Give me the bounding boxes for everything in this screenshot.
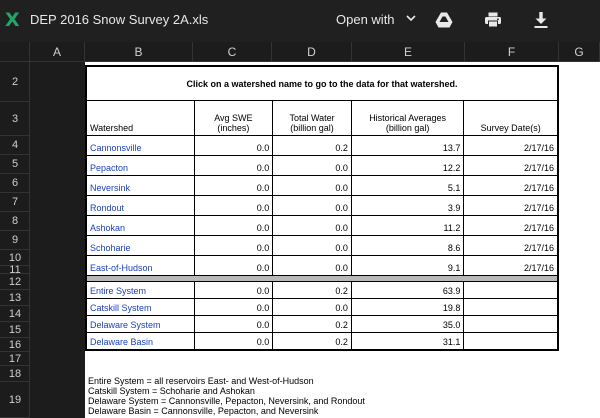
historical-average-cell: 12.2 (352, 156, 465, 175)
viewer-toolbar (0, 0, 600, 42)
avg-swe-cell: 0.0 (195, 282, 274, 298)
survey-date-cell (464, 316, 557, 332)
column-a-area (30, 62, 85, 418)
watershed-link-ashokan[interactable]: Ashokan (87, 216, 195, 235)
table-row (87, 236, 557, 256)
avg-swe-cell: 0.0 (195, 299, 274, 315)
total-water-cell: 0.0 (273, 256, 352, 275)
row-header-strip (0, 62, 30, 418)
avg-swe-cell: 0.0 (195, 176, 274, 195)
table-header-row (87, 101, 557, 136)
row-header[interactable]: 16 (0, 338, 30, 352)
historical-average-cell: 19.8 (352, 299, 465, 315)
row-header[interactable]: 19 (0, 382, 30, 418)
open-with-label: Open with (336, 12, 395, 27)
row-header[interactable]: 15 (0, 322, 30, 338)
system-link-entire-system[interactable]: Entire System (87, 282, 195, 298)
total-water-cell: 0.0 (273, 216, 352, 235)
row-header[interactable]: 2 (0, 62, 30, 102)
row-header[interactable]: 8 (0, 212, 30, 231)
footnote: Delaware Basin = Cannonsville, Pepacton, and Neversink (88, 406, 319, 416)
survey-date-cell (464, 282, 557, 298)
total-water-cell: 0.0 (273, 176, 352, 195)
select-all-corner[interactable] (0, 42, 30, 62)
system-link-delaware-basin[interactable]: Delaware Basin (87, 333, 195, 349)
footnote: Catskill System = Schoharie and Ashokan (88, 386, 255, 396)
row-header[interactable]: 3 (0, 102, 30, 136)
sheet-content (85, 62, 600, 418)
avg-swe-cell: 0.0 (195, 196, 274, 215)
total-water-cell: 0.2 (273, 136, 352, 155)
system-link-delaware-system[interactable]: Delaware System (87, 316, 195, 332)
table-row (87, 196, 557, 216)
total-water-cell: 0.2 (273, 316, 352, 332)
snow-survey-table (85, 65, 559, 351)
watershed-link-east-of-hudson[interactable]: East-of-Hudson (87, 256, 195, 275)
total-water-cell: 0.2 (273, 282, 352, 298)
row-header[interactable]: 12 (0, 274, 30, 290)
survey-date-cell: 2/17/16 (523, 183, 554, 193)
column-header-c[interactable]: C (193, 42, 272, 62)
avg-swe-cell: 0.0 (195, 256, 274, 275)
column-header-g[interactable]: G (559, 42, 600, 62)
row-header[interactable]: 13 (0, 290, 30, 306)
historical-average-cell: 5.1 (352, 176, 465, 195)
survey-date-cell: 2/17/16 (523, 223, 554, 233)
download-icon[interactable] (532, 11, 550, 29)
total-water-cell: 0.2 (273, 333, 352, 349)
watershed-link-pepacton[interactable]: Pepacton (87, 156, 195, 175)
watershed-link-cannonsville[interactable]: Cannonsville (87, 136, 195, 155)
avg-swe-cell: 0.0 (195, 333, 274, 349)
table-row (87, 316, 557, 333)
row-header[interactable]: 9 (0, 231, 30, 250)
total-water-cell: 0.0 (273, 299, 352, 315)
file-title: DEP 2016 Snow Survey 2A.xls (30, 12, 209, 27)
table-row (87, 136, 557, 156)
column-header-f[interactable]: F (465, 42, 559, 62)
avg-swe-cell: 0.0 (195, 156, 274, 175)
row-header[interactable]: 11 (0, 266, 30, 274)
historical-average-cell: 8.6 (352, 236, 465, 255)
avg-swe-cell: 0.0 (195, 216, 274, 235)
row-header[interactable]: 4 (0, 136, 30, 155)
historical-average-cell: 9.1 (352, 256, 465, 275)
print-icon[interactable] (484, 11, 502, 29)
watershed-link-schoharie[interactable]: Schoharie (87, 236, 195, 255)
historical-average-cell: 35.0 (352, 316, 465, 332)
header-historical-averages: Historical Averages (billion gal) (352, 101, 465, 135)
table-row (87, 176, 557, 196)
header-survey-dates: Survey Date(s) (480, 123, 541, 133)
table-row (87, 333, 557, 349)
excel-icon: X (5, 9, 20, 31)
watershed-link-neversink[interactable]: Neversink (87, 176, 195, 195)
table-title: Click on a watershed name to go to the data for that watershed. (186, 78, 458, 89)
column-header-d[interactable]: D (272, 42, 352, 62)
row-header[interactable]: 10 (0, 250, 30, 266)
header-watershed: Watershed (87, 101, 195, 135)
column-header-e[interactable]: E (352, 42, 465, 62)
historical-average-cell: 31.1 (352, 333, 465, 349)
total-water-cell: 0.0 (273, 236, 352, 255)
survey-date-cell: 2/17/16 (523, 263, 554, 273)
table-title-row (87, 67, 557, 101)
footnotes (88, 376, 365, 416)
total-water-cell: 0.0 (273, 196, 352, 215)
historical-average-cell: 13.7 (352, 136, 465, 155)
historical-average-cell: 63.9 (352, 282, 465, 298)
column-header-a[interactable]: A (30, 42, 85, 62)
row-header[interactable]: 7 (0, 193, 30, 212)
total-water-cell: 0.0 (273, 156, 352, 175)
table-row (87, 299, 557, 316)
footnote: Entire System = all reservoirs East- and West-of-Hudson (88, 376, 314, 386)
chevron-down-icon (406, 13, 416, 23)
table-row (87, 282, 557, 299)
row-header[interactable]: 17 (0, 352, 30, 366)
survey-date-cell (464, 299, 557, 315)
table-row (87, 216, 557, 236)
survey-date-cell (464, 333, 557, 349)
google-drive-icon[interactable] (435, 11, 453, 29)
footnote: Delaware System = Cannonsville, Pepacton, Neversink, and Rondout (88, 396, 365, 406)
avg-swe-cell: 0.0 (195, 136, 274, 155)
survey-date-cell: 2/17/16 (523, 163, 554, 173)
table-row (87, 156, 557, 176)
header-total-water: Total Water (billion gal) (273, 101, 352, 135)
row-header[interactable]: 14 (0, 306, 30, 322)
historical-average-cell: 3.9 (352, 196, 465, 215)
survey-date-cell: 2/17/16 (523, 243, 554, 253)
header-avg-swe: Avg SWE (inches) (195, 101, 274, 135)
open-with-button[interactable] (336, 12, 416, 27)
historical-average-cell: 11.2 (352, 216, 465, 235)
column-header-b[interactable]: B (85, 42, 193, 62)
table-row (87, 256, 557, 276)
survey-date-cell: 2/17/16 (523, 143, 554, 153)
row-header[interactable]: 6 (0, 174, 30, 193)
watershed-link-rondout[interactable]: Rondout (87, 196, 195, 215)
system-link-catskill-system[interactable]: Catskill System (87, 299, 195, 315)
row-header[interactable]: 5 (0, 155, 30, 174)
avg-swe-cell: 0.0 (195, 316, 274, 332)
avg-swe-cell: 0.0 (195, 236, 274, 255)
row-header[interactable]: 18 (0, 366, 30, 382)
survey-date-cell: 2/17/16 (523, 203, 554, 213)
